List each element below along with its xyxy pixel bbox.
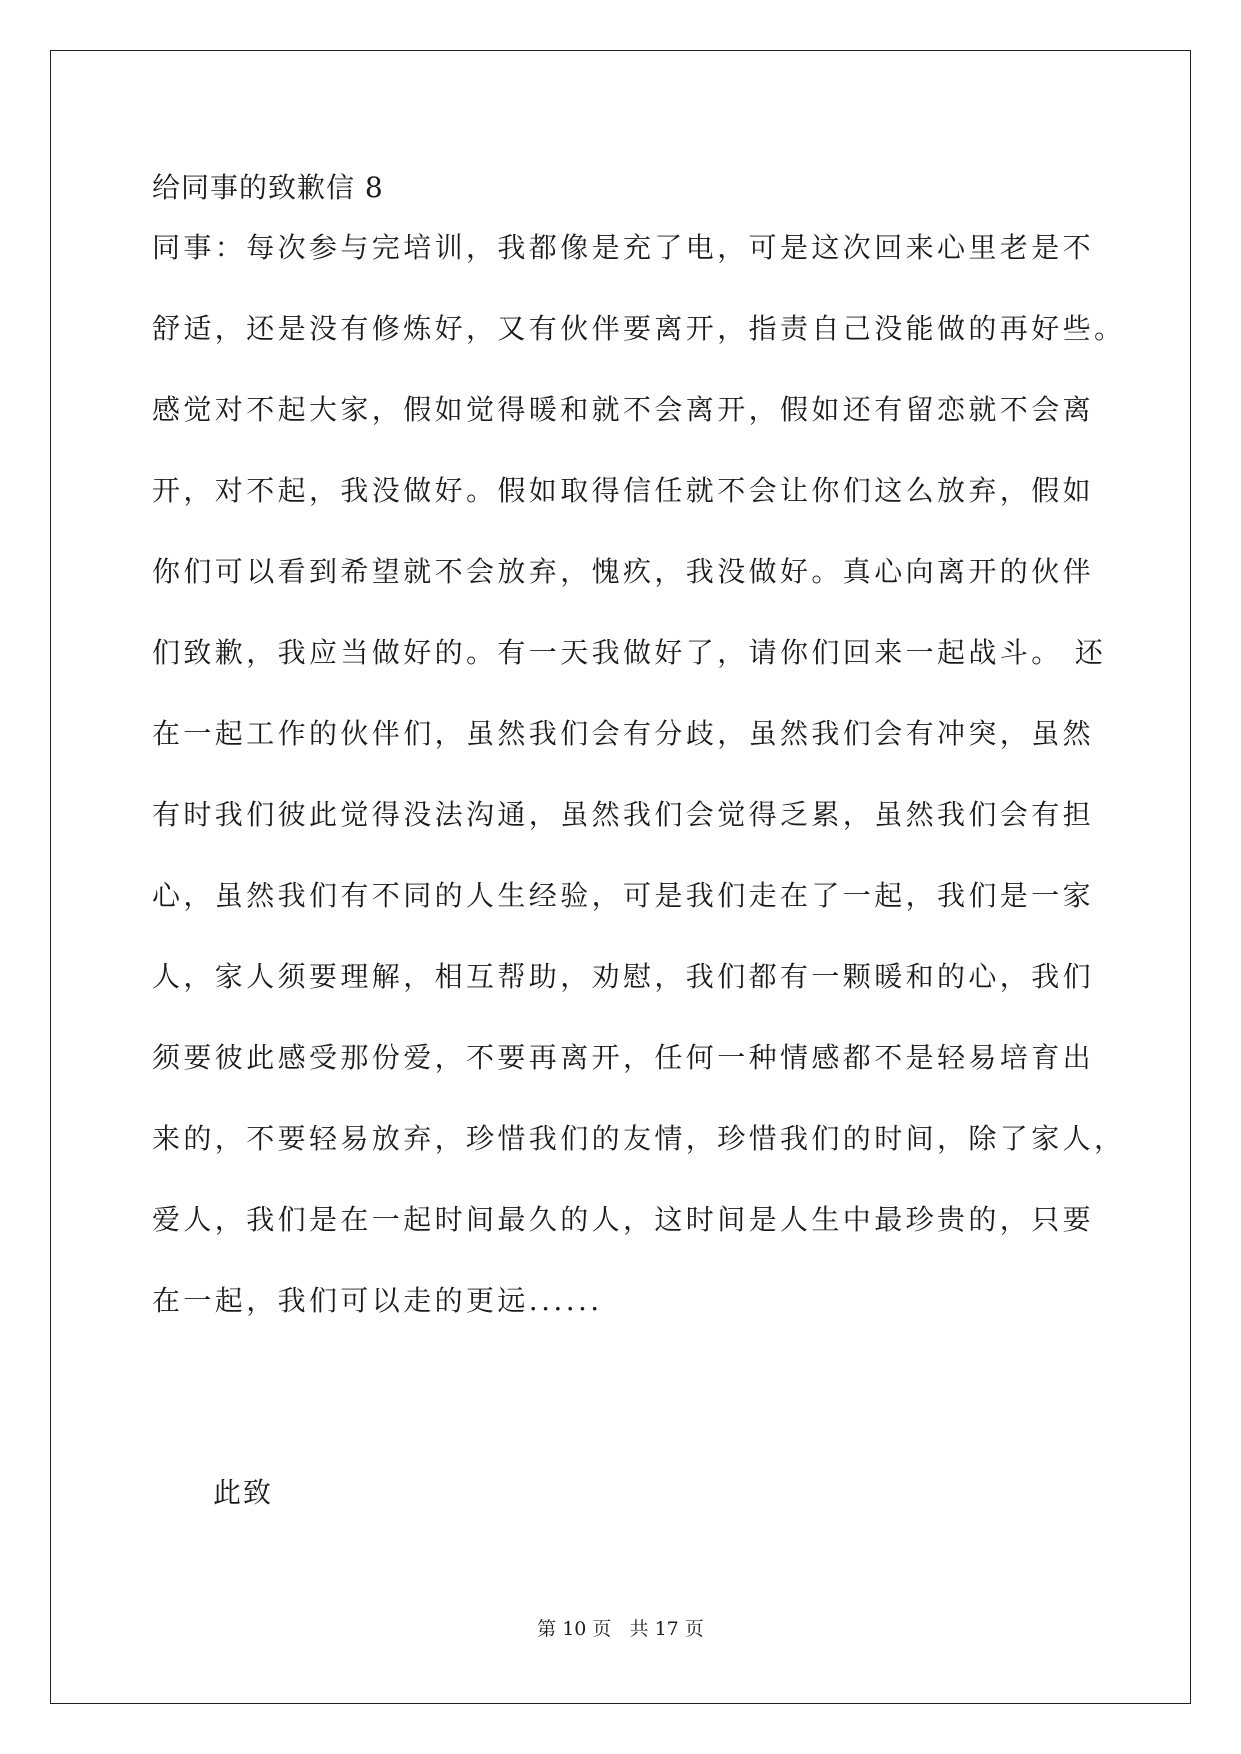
body-line: 须要彼此感受那份爱，不要再离开，任何一种情感都不是轻易培育出	[152, 1041, 1095, 1074]
body-line: 们致歉，我应当做好的。有一天我做好了，请你们回来一起战斗。 还	[152, 636, 1107, 669]
body-line: 感觉对不起大家，假如觉得暖和就不会离开，假如还有留恋就不会离	[152, 393, 1095, 426]
body-line: 爱人，我们是在一起时间最久的人，这时间是人生中最珍贵的，只要	[152, 1203, 1095, 1236]
body-line: 同事：每次参与完培训，我都像是充了电，可是这次回来心里老是不	[152, 231, 1095, 264]
body-line: 在一起，我们可以走的更远......	[152, 1284, 603, 1317]
body-line: 人，家人须要理解，相互帮助，劝慰，我们都有一颗暖和的心，我们	[152, 960, 1095, 993]
letter-body	[152, 228, 1126, 1362]
body-line: 来的，不要轻易放弃，珍惜我们的友情，珍惜我们的时间，除了家人，	[152, 1122, 1126, 1155]
body-line: 有时我们彼此觉得没法沟通，虽然我们会觉得乏累，虽然我们会有担	[152, 798, 1095, 831]
document-title: 给同事的致歉信 8	[152, 171, 384, 204]
body-line: 在一起工作的伙伴们，虽然我们会有分歧，虽然我们会有冲突，虽然	[152, 717, 1095, 750]
body-line: 舒适，还是没有修炼好，又有伙伴要离开，指责自己没能做的再好些。	[152, 312, 1126, 345]
body-line: 你们可以看到希望就不会放弃，愧疚，我没做好。真心向离开的伙伴	[152, 555, 1095, 588]
body-line: 心，虽然我们有不同的人生经验，可是我们走在了一起，我们是一家	[152, 879, 1095, 912]
page-number-footer: 第 10 页 共 17 页	[537, 1618, 704, 1640]
closing-salutation: 此致	[213, 1476, 274, 1509]
body-line: 开，对不起，我没做好。假如取得信任就不会让你们这么放弃，假如	[152, 474, 1095, 507]
